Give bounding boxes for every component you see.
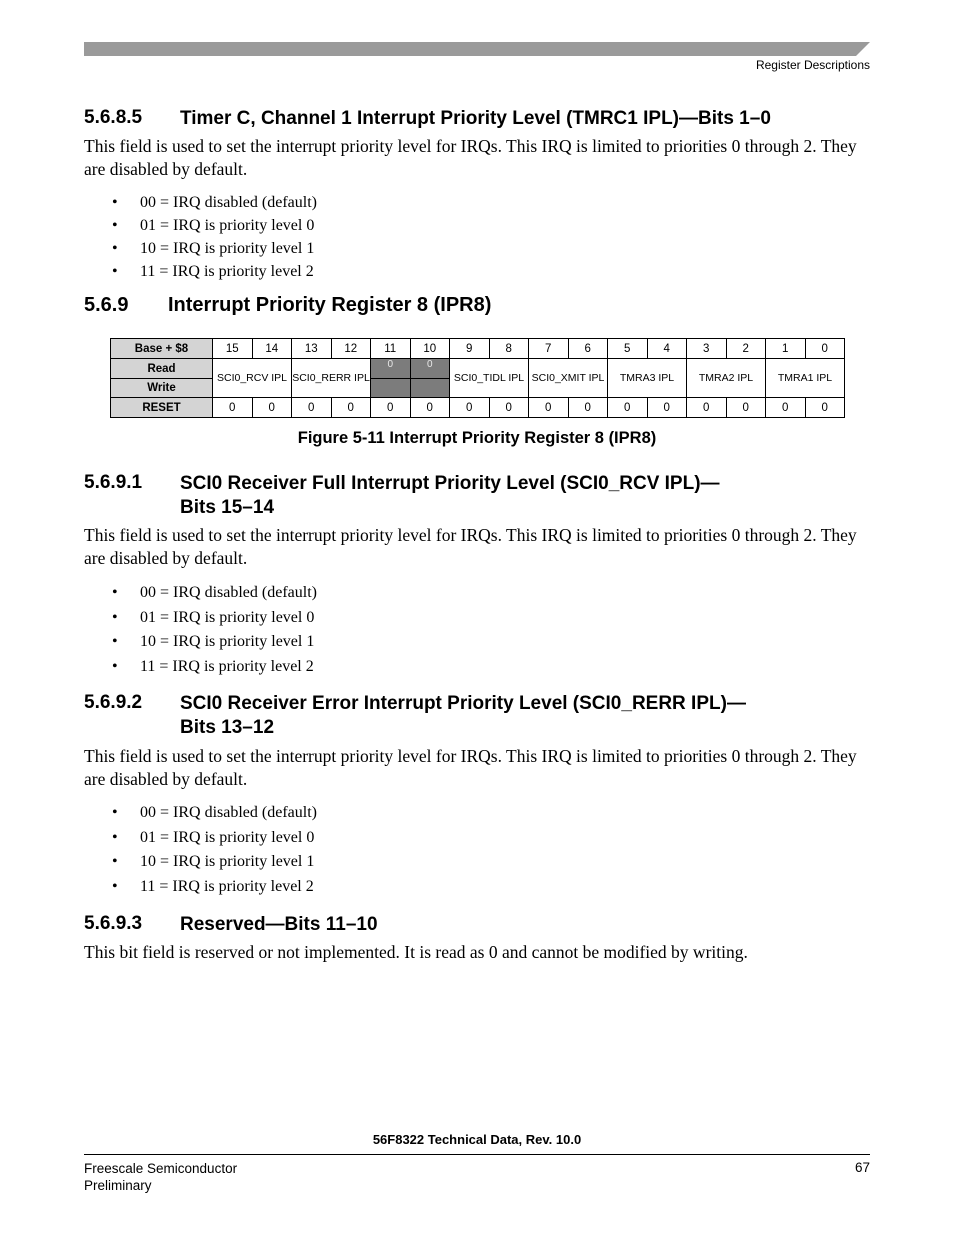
bit-number: 13 xyxy=(292,339,332,359)
reset-value: 0 xyxy=(489,398,529,418)
figure-caption: Figure 5-11 Interrupt Priority Register 8 (IPR8) xyxy=(297,429,657,447)
bullet-list xyxy=(112,581,317,680)
section-number: 5.6.9.2 xyxy=(84,692,143,713)
section-title-line-2: Bits 15–14 xyxy=(180,497,275,518)
list-item: • 01 = IRQ is priority level 0 xyxy=(112,214,317,237)
field-sci0-rerr-ipl: SCI0_RERR IPL xyxy=(292,359,371,398)
section-title: Interrupt Priority Register 8 (IPR8) xyxy=(168,294,492,316)
write-label: Write xyxy=(111,379,213,398)
reset-value: 0 xyxy=(608,398,648,418)
reset-value: 0 xyxy=(450,398,490,418)
reserved-write-bit xyxy=(371,379,411,398)
list-item: • 10 = IRQ is priority level 1 xyxy=(112,237,317,260)
section-title-line-1: SCI0 Receiver Full Interrupt Priority Level (SCI0_RCV IPL)— xyxy=(180,473,720,494)
read-row xyxy=(111,359,845,379)
bit-number: 5 xyxy=(608,339,648,359)
reset-value: 0 xyxy=(252,398,292,418)
list-item: • 00 = IRQ disabled (default) xyxy=(112,191,317,214)
field-tmra3-ipl: TMRA3 IPL xyxy=(608,359,687,398)
list-item: • 10 = IRQ is priority level 1 xyxy=(112,630,317,655)
field-sci0-rcv-ipl: SCI0_RCV IPL xyxy=(213,359,292,398)
list-item: • 11 = IRQ is priority level 2 xyxy=(112,875,317,900)
reset-value: 0 xyxy=(568,398,608,418)
reset-value: 0 xyxy=(410,398,450,418)
footer-status: Preliminary xyxy=(84,1178,152,1193)
reset-value: 0 xyxy=(687,398,727,418)
bit-number: 9 xyxy=(450,339,490,359)
footer-left xyxy=(84,1160,237,1194)
list-item: • 10 = IRQ is priority level 1 xyxy=(112,850,317,875)
section-number: 5.6.9.1 xyxy=(84,472,143,493)
running-header: Register Descriptions xyxy=(755,58,870,72)
base-label: Base + $8 xyxy=(111,339,213,359)
reset-value: 0 xyxy=(766,398,806,418)
paragraph: This field is used to set the interrupt priority level for IRQs. This IRQ is limited to priorities 0 through 2. They are disabled by default. xyxy=(84,746,857,789)
list-item: • 00 = IRQ disabled (default) xyxy=(112,801,317,826)
reset-value: 0 xyxy=(292,398,332,418)
section-title-line-1: SCI0 Receiver Error Interrupt Priority Level (SCI0_RERR IPL)— xyxy=(180,693,746,714)
footer-divider xyxy=(84,1154,870,1155)
bit-number: 12 xyxy=(331,339,371,359)
reserved-read-bit: 0 xyxy=(410,359,450,379)
bullet-list xyxy=(112,801,317,900)
bit-number: 1 xyxy=(766,339,806,359)
section-number: 5.6.9.3 xyxy=(84,913,143,934)
bit-number: 4 xyxy=(647,339,687,359)
section-number: 5.6.9 xyxy=(84,294,129,316)
bit-number: 2 xyxy=(726,339,766,359)
reset-row xyxy=(111,398,845,418)
reset-value: 0 xyxy=(213,398,253,418)
field-sci0-xmit-ipl: SCI0_XMIT IPL xyxy=(529,359,608,398)
list-item: • 11 = IRQ is priority level 2 xyxy=(112,655,317,680)
reset-value: 0 xyxy=(371,398,411,418)
reset-label: RESET xyxy=(111,398,213,418)
list-item: • 01 = IRQ is priority level 0 xyxy=(112,826,317,851)
footer-company: Freescale Semiconductor xyxy=(84,1161,238,1176)
bit-number: 14 xyxy=(252,339,292,359)
reset-value: 0 xyxy=(647,398,687,418)
paragraph: This field is used to set the interrupt priority level for IRQs. This IRQ is limited to priorities 0 through 2. They are disabled by default. xyxy=(84,136,857,179)
reset-value: 0 xyxy=(529,398,569,418)
paragraph: This field is used to set the interrupt priority level for IRQs. This IRQ is limited to priorities 0 through 2. They are disabled by default. xyxy=(84,525,857,568)
register-table xyxy=(110,338,845,418)
list-item: • 11 = IRQ is priority level 2 xyxy=(112,260,317,283)
bit-number: 3 xyxy=(687,339,727,359)
bit-number: 10 xyxy=(410,339,450,359)
bullet-list xyxy=(112,191,317,283)
header-bar xyxy=(84,42,870,56)
reset-value: 0 xyxy=(805,398,845,418)
list-item: • 01 = IRQ is priority level 0 xyxy=(112,606,317,631)
reset-value: 0 xyxy=(331,398,371,418)
bit-number: 15 xyxy=(213,339,253,359)
bit-number: 0 xyxy=(805,339,845,359)
bit-number-row xyxy=(111,339,845,359)
page-number: 67 xyxy=(854,1160,870,1175)
bit-number: 6 xyxy=(568,339,608,359)
reserved-write-bit xyxy=(410,379,450,398)
field-sci0-tidl-ipl: SCI0_TIDL IPL xyxy=(450,359,529,398)
bit-number: 11 xyxy=(371,339,411,359)
reserved-read-bit: 0 xyxy=(371,359,411,379)
footer-doc-title: 56F8322 Technical Data, Rev. 10.0 xyxy=(372,1132,582,1147)
bit-number: 7 xyxy=(529,339,569,359)
field-tmra1-ipl: TMRA1 IPL xyxy=(766,359,845,398)
section-title-line-2: Bits 13–12 xyxy=(180,717,275,738)
section-title: Reserved—Bits 11–10 xyxy=(180,914,378,935)
section-number: 5.6.8.5 xyxy=(84,107,143,128)
paragraph: This bit field is reserved or not implemented. It is read as 0 and cannot be modified by writing. xyxy=(84,942,748,962)
reset-value: 0 xyxy=(726,398,766,418)
section-title: Timer C, Channel 1 Interrupt Priority Level (TMRC1 IPL)—Bits 1–0 xyxy=(180,108,771,129)
read-label: Read xyxy=(111,359,213,379)
list-item: • 00 = IRQ disabled (default) xyxy=(112,581,317,606)
bit-number: 8 xyxy=(489,339,529,359)
field-tmra2-ipl: TMRA2 IPL xyxy=(687,359,766,398)
